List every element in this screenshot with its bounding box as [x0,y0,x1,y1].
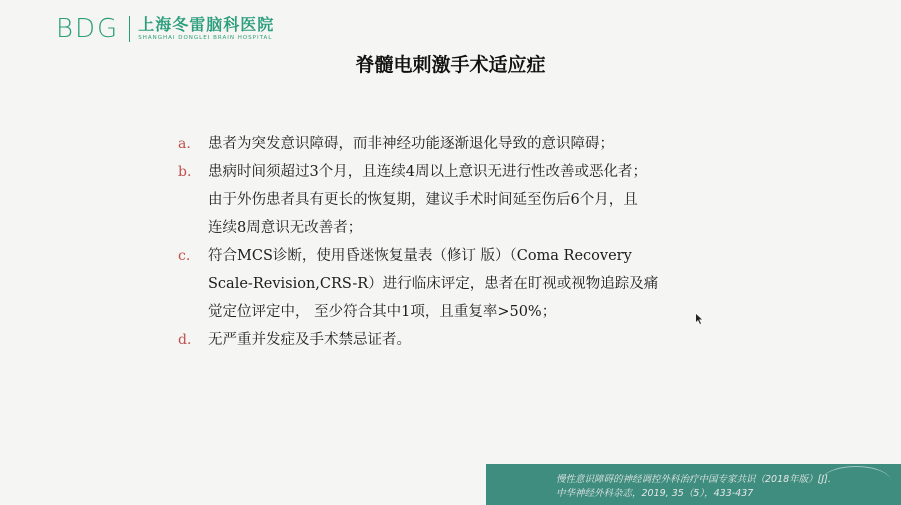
list-item-b [178,158,738,242]
list-item-line: 无严重并发症及手术禁忌证者。 [208,332,411,348]
logo-text [138,16,274,42]
list-item-line: 由于外伤患者具有更长的恢复期，建议手术时间延至伤后6个月，且 [208,192,638,208]
list-item-line: 患病时间须超过3个月，且连续4周以上意识无进行性改善或恶化者； [208,164,647,180]
logo-divider [129,16,130,42]
logo-mark: BDG [56,14,120,44]
mouse-cursor-icon [696,314,704,324]
decorative-arc [821,466,891,497]
list-marker: a. [178,136,191,152]
list-item-c [178,242,738,326]
list-item-a [178,130,738,158]
list-marker: b. [178,164,192,180]
indication-list [178,130,738,354]
list-item-line: 符合MCS诊断，使用昏迷恢复量表（修订 版）（Coma Recovery [208,248,632,264]
list-item-line: 连续8周意识无改善者； [208,220,363,236]
logo-english-name: SHANGHAI DONGLEI BRAIN HOSPITAL [138,35,273,41]
list-item-line: 患者为突发意识障碍，而非神经功能逐渐退化导致的意识障碍； [208,136,614,152]
hospital-logo [56,12,274,46]
slide-title: 脊髓电刺激手术适应症 [355,54,546,76]
list-item-line: 觉定位评定中， 至少符合其中1项，且重复率>50%； [208,304,557,320]
list-item-d [178,326,738,354]
citation-line-2: 中华神经外科杂志，2019, 35（5），433-437 [556,488,754,499]
logo-chinese-name: 上海冬雷脑科医院 [138,15,275,34]
list-item-line: Scale-Revision,CRS-R）进行临床评定，患者在盯视或视物追踪及痛 [208,276,659,292]
list-marker: c. [178,248,191,264]
list-marker: d. [178,332,192,348]
citation-line-1: 慢性意识障碍的神经调控外科治疗中国专家共识（2018年版）[J]. [556,474,831,485]
citation-bar [486,464,901,505]
